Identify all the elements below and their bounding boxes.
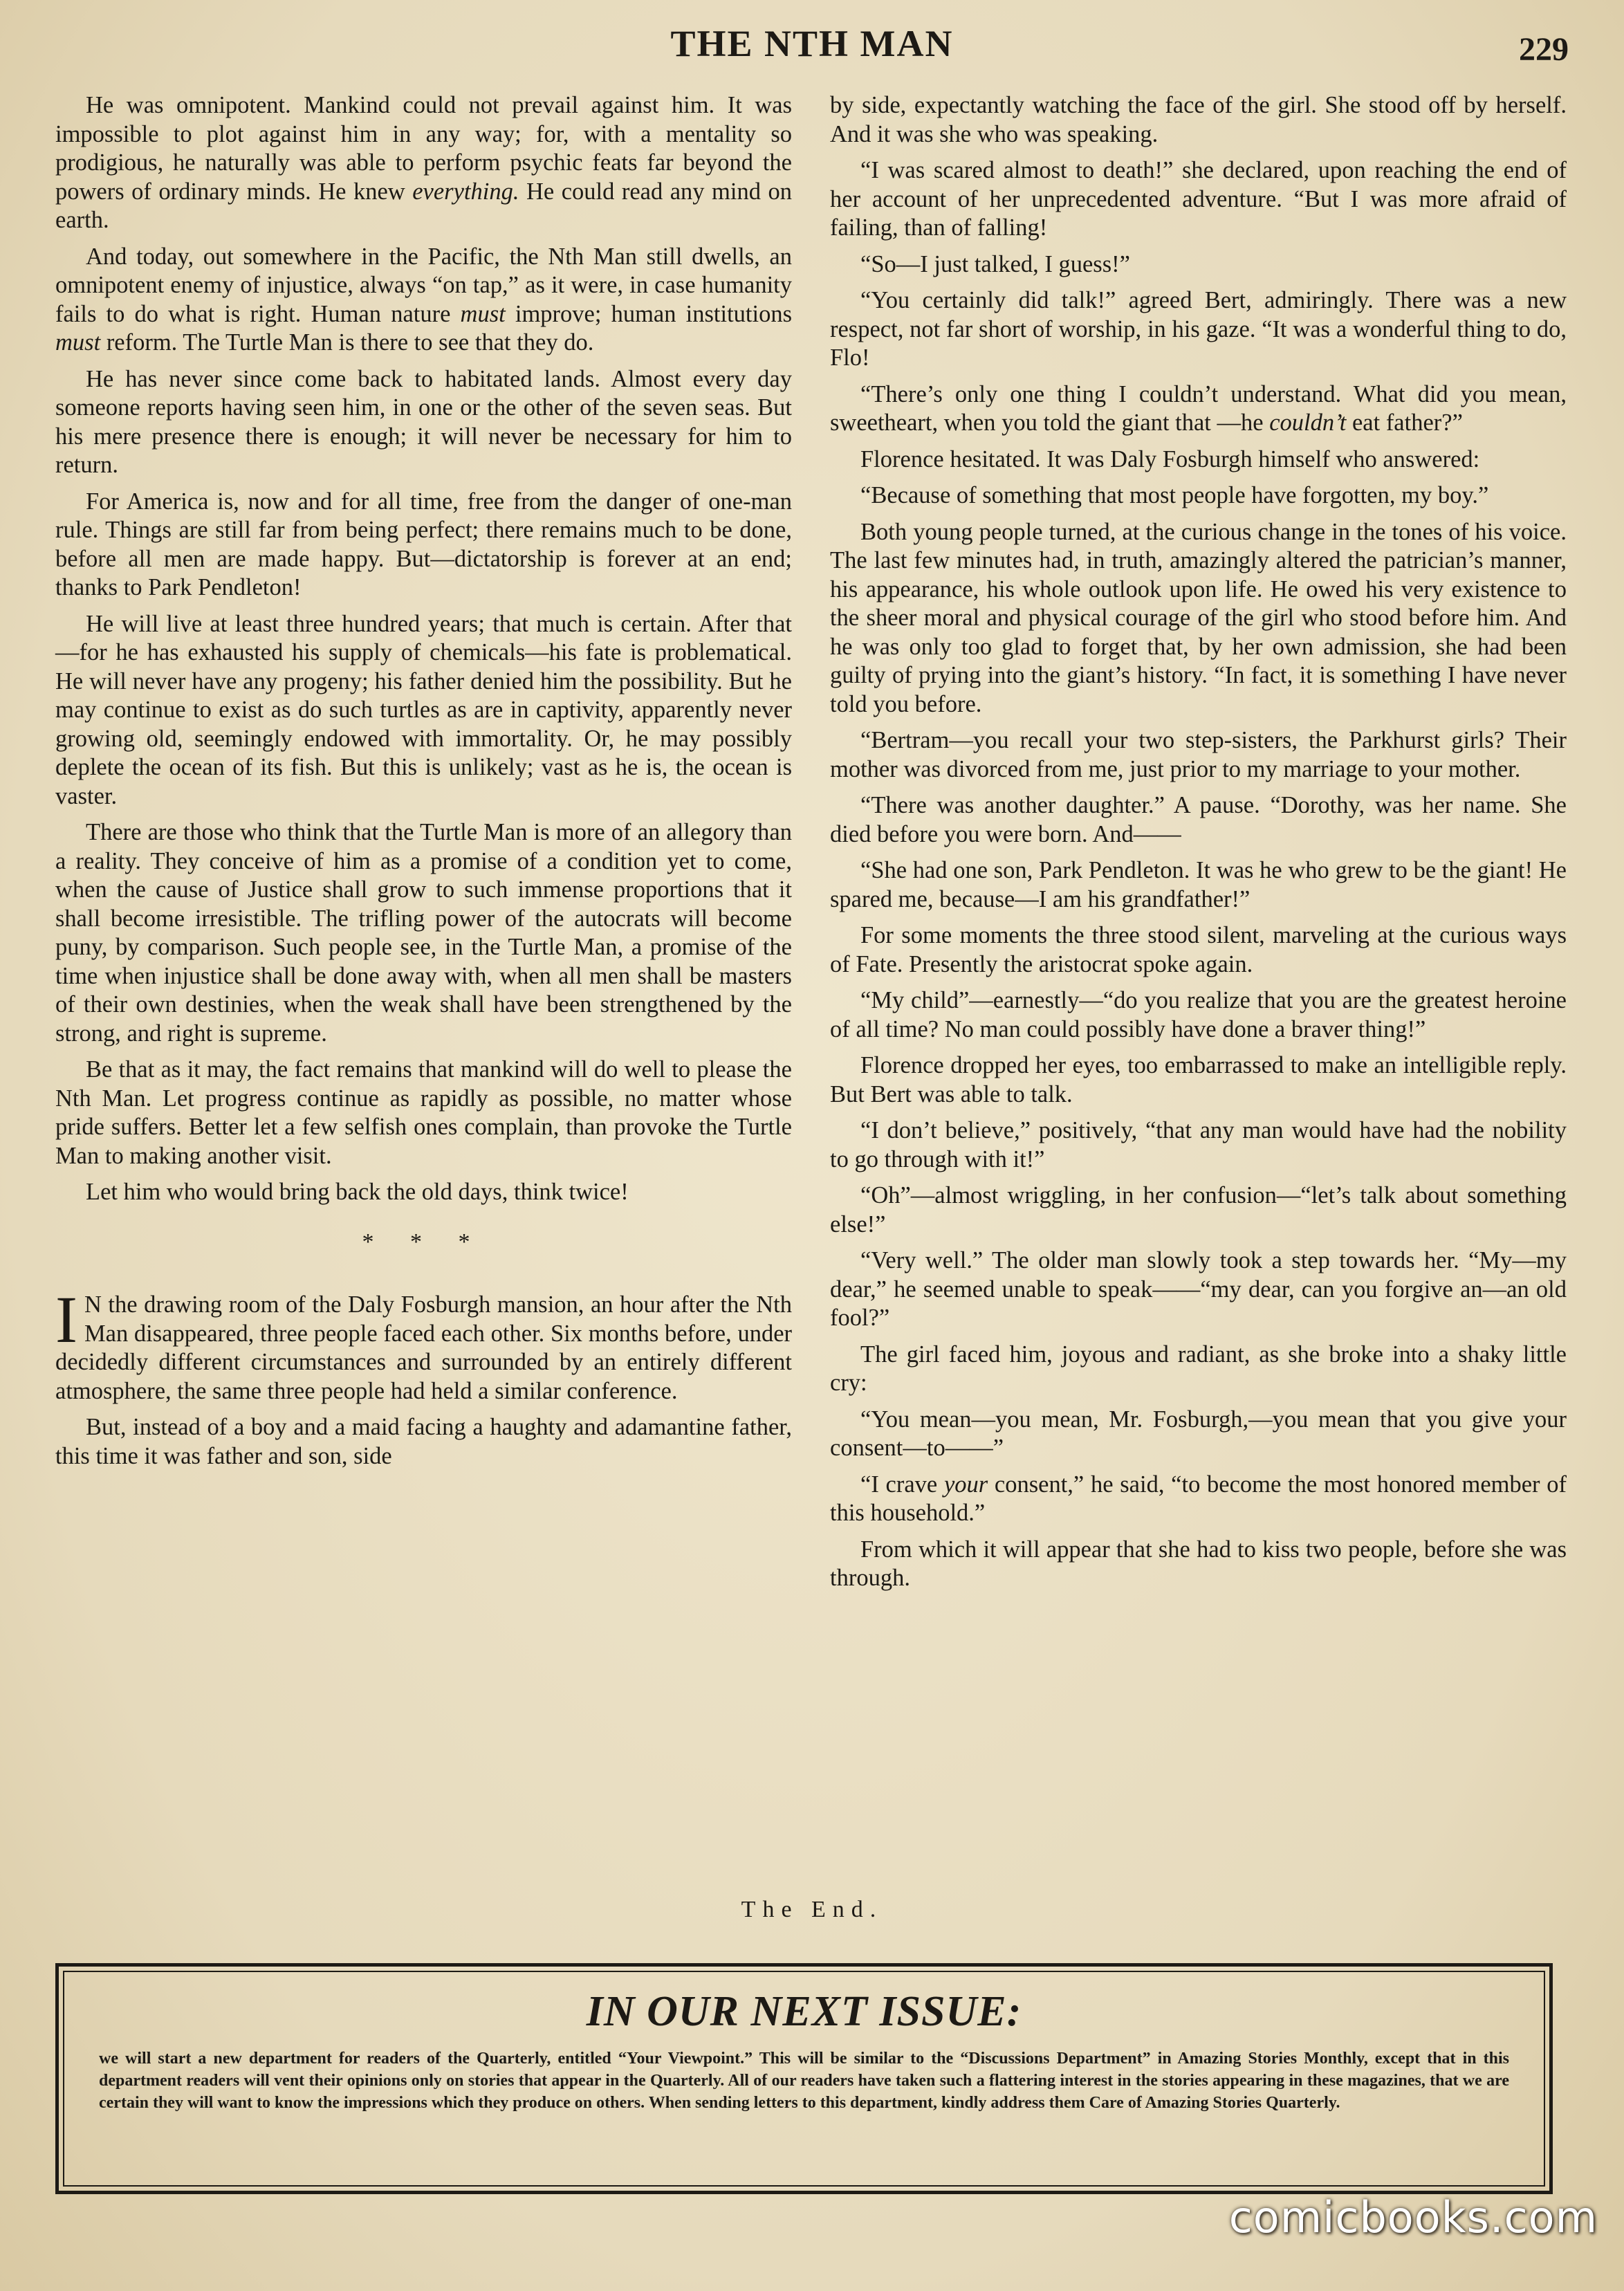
next-issue-box-inner xyxy=(63,1971,1545,2187)
paragraph: “Oh”—almost wriggling, in her confusion—“let’s talk about something else!” xyxy=(830,1182,1567,1237)
paragraph: The girl faced him, joyous and radiant, as she broke into a shaky little cry: xyxy=(830,1341,1567,1396)
right-column xyxy=(830,91,1567,1601)
next-issue-title: IN OUR NEXT ISSUE: xyxy=(586,1988,1022,2035)
paragraph: “I crave your consent,” he said, “to become the most honored member of this household.” xyxy=(830,1471,1567,1526)
paragraph: by side, expectantly watching the face of the girl. She stood off by herself. And it was she who was speaking. xyxy=(830,92,1567,147)
paragraph: Be that as it may, the fact remains that mankind will do well to please the Nth Man. Let progress continue as rapidly as possible, no matter whose pride suffers. Better let a few selfish ones complain, than provoke the Turtle Man to making another visit. xyxy=(55,1056,792,1169)
paragraph: And today, out somewhere in the Pacific, the Nth Man still dwells, an omnipotent enemy of injustice, always “on tap,” as it were, in case humanity fails to do what is right. Human nature must improve; human institutions must reform. The Turtle Man is there to see that they do. xyxy=(55,243,792,356)
watermark-logo: comicbooks.com xyxy=(1228,2192,1598,2243)
running-head-title: THE NTH MAN xyxy=(670,23,954,64)
paragraph: “I was scared almost to death!” she declared, upon reaching the end of her account of her unprecedented adventure. “But I was more afraid of failing, than of falling! xyxy=(830,157,1567,241)
paragraph: There are those who think that the Turtle Man is more of an allegory than a reality. They conceive of him as a promise of a condition yet to come, when the cause of Justice shall grow to such immense proportions that it shall become irresistible. The trifling power of the autocrats will become puny, by comparison. Such people see, in the Turtle Man, a promise of the time when injustice shall be done away with, when all men shall be masters of their own destinies, when the weak shall have been strengthened by the strong, and right is supreme. xyxy=(55,819,792,1047)
next-issue-body: we will start a new department for readers of the Quarterly, entitled “Your Viewpoint.” This will be similar to the “Discussions Department” in Amazing Stories Monthly, except that in this department readers will vent their opinions only on stories that appear in the Quarterly. All of our readers have taken such a flattering interest in the stories appearing in these magazines, that we are certain they will want to know the impressions which they produce on others. When sending letters to this department, kindly address them Care of Amazing Stories Quarterly. xyxy=(99,2050,1509,2112)
paragraph: “Bertram—you recall your two step-sisters, the Parkhurst girls? Their mother was divorced from me, just prior to my marriage to your mother. xyxy=(830,727,1567,782)
paragraph: Florence dropped her eyes, too embarrassed to make an intelligible reply. But Bert was able to talk. xyxy=(830,1052,1567,1107)
opening-paragraph-text: N the drawing room of the Daly Fosburgh mansion, an hour after the Nth Man disappeared, three people faced each other. Six months before, under decidedly different circumstances and surrounded by an entirely different atmosphere, the same three people had held a similar conference. xyxy=(55,1291,792,1404)
paragraph: But, instead of a boy and a maid facing a haughty and adamantine father, this time it was father and son, side xyxy=(55,1414,792,1469)
paragraph: For America is, now and for all time, free from the danger of one-man rule. Things are still far from being perfect; there remains much to be done, before all men are made happy. But—dictatorship is forever at an end; thanks to Park Pendleton! xyxy=(55,488,792,600)
paragraph: “You certainly did talk!” agreed Bert, admiringly. There was a new respect, not far short of worship, in his gaze. “It was a wonderful thing to do, Flo! xyxy=(830,287,1567,371)
paragraph: “Because of something that most people have forgotten, my boy.” xyxy=(860,482,1489,508)
paragraph: “I don’t believe,” positively, “that any man would have had the nobility to go through with it!” xyxy=(830,1117,1567,1172)
drop-cap: I xyxy=(55,1282,77,1356)
page-number: 229 xyxy=(1519,31,1569,68)
paragraph: Both young people turned, at the curious change in the tones of his voice. The last few minutes had, in truth, amazingly altered the patrician’s manner, his appearance, his whole outlook upon life. He owed his very existence to the sheer moral and physical courage of the girl who stood before him. And he was only too glad to forget that, by her own admission, she had been guilty of prying into the giant’s history. “In fact, it is something I have never told you before. xyxy=(830,518,1567,717)
paragraph: “So—I just talked, I guess!” xyxy=(860,250,1130,277)
paragraph: He has never since come back to habitated lands. Almost every day someone reports having seen him, in one or the other of the seven seas. But his mere presence there is enough; it will never be necessary for him to return. xyxy=(55,365,792,478)
the-end: The End. xyxy=(741,1897,883,1922)
opening-paragraph xyxy=(55,1282,792,1406)
left-column xyxy=(55,91,792,1478)
paragraph: “You mean—you mean, Mr. Fosburgh,—you mean that you give your consent—to——” xyxy=(830,1406,1567,1461)
paragraph: From which it will appear that she had to kiss two people, before she was through. xyxy=(830,1536,1567,1591)
paragraph: Florence hesitated. It was Daly Fosburgh himself who answered: xyxy=(860,445,1480,472)
left-column-paragraphs xyxy=(55,91,792,1207)
paragraph: He was omnipotent. Mankind could not prevail against him. It was impossible to plot against him in any way; for, with a mentality so prodigious, he naturally was able to perform psychic feats far beyond the powers of ordinary minds. He knew everything. He could read any mind on earth. xyxy=(55,92,792,233)
paragraph: He will live at least three hundred years; that much is certain. After that—for he has exhausted his supply of chemicals—his fate is problematical. He will never have any progeny; his father denied him the possibility. But he may continue to exist as do such turtles as are in captivity, apparently never growing old, seemingly endowed with immortality. Or, he may possibly deplete the ocean of its fish. But this is unlikely; vast as he is, the ocean is vaster. xyxy=(55,610,792,809)
paragraph: “Very well.” The older man slowly took a step towards her. “My—my dear,” he seemed unable to speak——“my dear, can you forgive an—an old fool?” xyxy=(830,1247,1567,1331)
next-issue-box xyxy=(55,1963,1553,2194)
paragraph: Let him who would bring back the old days, think twice! xyxy=(86,1179,629,1205)
paragraph: “She had one son, Park Pendleton. It was he who grew to be the giant! He spared me, because—I am his grandfather!” xyxy=(830,857,1567,912)
right-column-paragraphs xyxy=(830,91,1567,1593)
paragraph: “There was another daughter.” A pause. “Dorothy, was her name. She died before you were born. And—— xyxy=(830,792,1567,847)
paragraph: “My child”—earnestly—“do you realize that you are the greatest heroine of all time? No man could possibly have done a braver thing!” xyxy=(830,987,1567,1042)
paragraph: “There’s only one thing I couldn’t understand. What did you mean, sweetheart, when you told the giant that —he couldn’t eat father?” xyxy=(830,380,1567,436)
paragraph: For some moments the three stood silent, marveling at the curious ways of Fate. Presently the aristocrat spoke again. xyxy=(830,922,1567,977)
section-break: * * * xyxy=(362,1229,486,1255)
